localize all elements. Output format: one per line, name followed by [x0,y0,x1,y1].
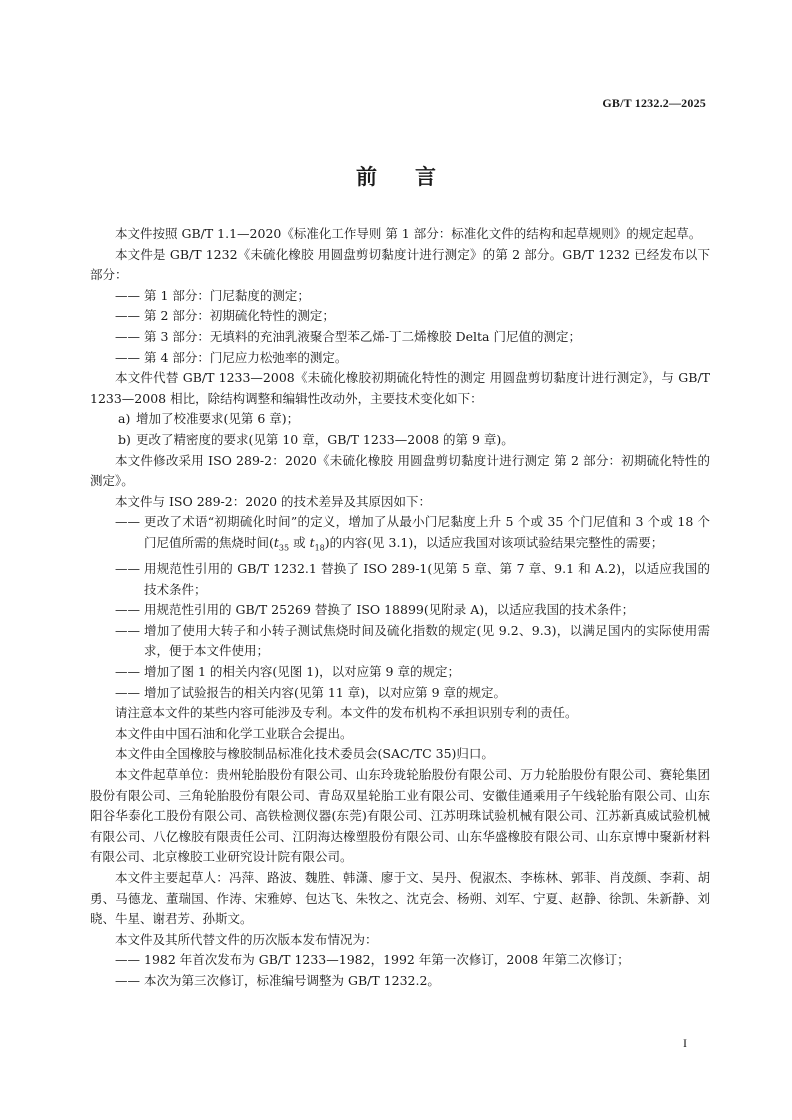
item-label: b) [118,431,131,447]
list-item [90,327,710,348]
list-item [90,950,710,971]
dash-mark: —— [115,328,140,344]
paragraph: 本文件按照 GB/T 1.1—2020《标准化工作导则 第 1 部分：标准化文件的结构和起草规则》的规定起草。 [115,226,702,241]
list-item-text: 第 3 部分：无填料的充油乳液聚合型苯乙烯-丁二烯橡胶 Delta 门尼值的测定； [144,328,581,344]
item-label: a) [118,411,131,427]
list-item-text: 用规范性引用的 GB/T 25269 替换了 ISO 18899(见附录 A)，以适应我国的技术条件； [144,602,635,618]
list-item-text: 更改了精密度的要求(见第 10 章，GB/T 1233—2008 的第 9 章)。 [136,431,514,447]
list-item-text: 增加了校准要求(见第 6 章)； [136,411,300,427]
list-item [90,662,710,683]
dash-mark: —— [115,663,140,679]
list-item-text: 增加了使用大转子和小转子测试焦烧时间及硫化指数的规定(见 9.2、9.3)，以满足国内的实际使用需求，便于本文件使用； [144,622,710,659]
paragraph: 请注意本文件的某些内容可能涉及专利。本文件的发布机构不承担识别专利的责任。 [115,705,578,721]
list-item [90,600,710,621]
list-item-text: 第 2 部分：初期硫化特性的测定； [144,308,335,324]
dash-mark: —— [115,622,140,638]
list-item [90,971,710,992]
list-item-text: 增加了图 1 的相关内容(见图 1)，以对应第 9 章的规定； [144,663,460,679]
page-number: I [683,1036,687,1050]
symbol-t: t [309,534,315,550]
paragraph: 本文件及其所代替文件的历次版本发布情况为： [115,931,378,947]
symbol-t: t [273,534,279,550]
foreword-body [90,224,710,991]
page-title: 前言 [356,164,474,189]
dash-mark: —— [115,514,140,530]
subscript: 35 [278,543,290,553]
dash-mark: —— [115,972,140,988]
list-item-text: 或 [289,534,310,550]
dash-mark: —— [115,287,140,303]
dash-mark: —— [115,602,140,618]
list-item [90,683,710,704]
paragraph: 本文件由中国石油和化学工业联合会提出。 [115,725,353,741]
list-item [90,348,710,369]
list-item [90,430,710,451]
list-item [90,306,710,327]
list-item-text: 1982 年首次发布为 GB/T 1233—1982，1992 年第一次修订，2008 年第二次修订； [144,952,630,968]
dash-mark: —— [115,561,140,576]
list-item [90,409,710,430]
list-item [90,559,710,600]
list-item-text: 第 1 部分：门尼黏度的测定； [144,287,310,303]
list-item [90,512,710,559]
list-item [90,286,710,307]
list-item-text: 增加了试验报告的相关内容(见第 11 章)，以对应第 9 章的规定。 [144,684,507,700]
paragraph: 本文件主要起草人：冯萍、路波、魏胜、韩潇、廖于文、吴丹、倪淑杰、李栋林、郭菲、肖茂颜、李莉、胡勇、马德龙、董瑞国、作涛、宋雅婷、包达飞、朱牧之、沈克会、杨朔、刘军、宁夏、赵静、徐凯、朱新静、刘晓、牛星、谢君芳、孙斯文。 [90,869,710,927]
list-item [90,621,710,662]
list-item-text: 更改了术语“初期硫化时间”的定义，增加了从最小门尼黏度上升 5 个或 35 个门尼值和 3 个或 18 个门尼值所需的焦烧时间( [144,514,710,550]
dash-mark: —— [115,308,140,324]
paragraph: 本文件由全国橡胶与橡胶制品标准化技术委员会(SAC/TC 35)归口。 [115,746,494,762]
paragraph: 本文件是 GB/T 1232《未硫化橡胶 用圆盘剪切黏度计进行测定》的第 2 部分。GB/T 1232 已经发布以下部分： [90,246,710,283]
list-item-text: )的内容(见 3.1)，以适应我国对该项试验结果完整性的需要； [324,534,664,550]
subscript: 18 [314,543,325,553]
paragraph: 本文件与 ISO 289-2：2020 的技术差异及其原因如下： [115,493,432,509]
list-item-text: 用规范性引用的 GB/T 1232.1 替换了 ISO 289-1(见第 5 章、第 7 章、9.1 和 A.2)，以适应我国的技术条件； [144,561,710,597]
paragraph: 本文件修改采用 ISO 289-2：2020《未硫化橡胶 用圆盘剪切黏度计进行测定 第 2 部分：初期硫化特性的测定》。 [90,452,710,489]
dash-mark: —— [115,952,140,968]
list-item-text: 第 4 部分：门尼应力松弛率的测定。 [144,349,348,365]
paragraph: 本文件起草单位：贵州轮胎股份有限公司、山东玲珑轮胎股份有限公司、万力轮胎股份有限公司、赛轮集团股份有限公司、三角轮胎股份有限公司、青岛双星轮胎工业有限公司、安徽佳通乘用子午线轮胎有限公司、山东阳谷华泰化工股份有限公司、高铁检测仪器(东莞)有限公司、江苏明珠试验机械有限公司、江苏新真威试验机械有限公司、八亿橡胶有限责任公司、江阴海达橡塑股份有限公司、山东华盛橡胶有限公司、山东京博中聚新材料有限公司、北京橡胶工业研究设计院有限公司。 [90,766,710,865]
dash-mark: —— [115,349,140,365]
list-item-text: 本次为第三次修订，标准编号调整为 GB/T 1232.2。 [144,972,440,988]
dash-mark: —— [115,684,140,700]
standard-number: GB/T 1232.2—2025 [602,96,706,110]
paragraph: 本文件代替 GB/T 1233—2008《未硫化橡胶初期硫化特性的测定 用圆盘剪切黏度计进行测定》，与 GB/T 1233—2008 相比，除结构调整和编辑性改动外，主要技术变化如下： [90,370,710,406]
